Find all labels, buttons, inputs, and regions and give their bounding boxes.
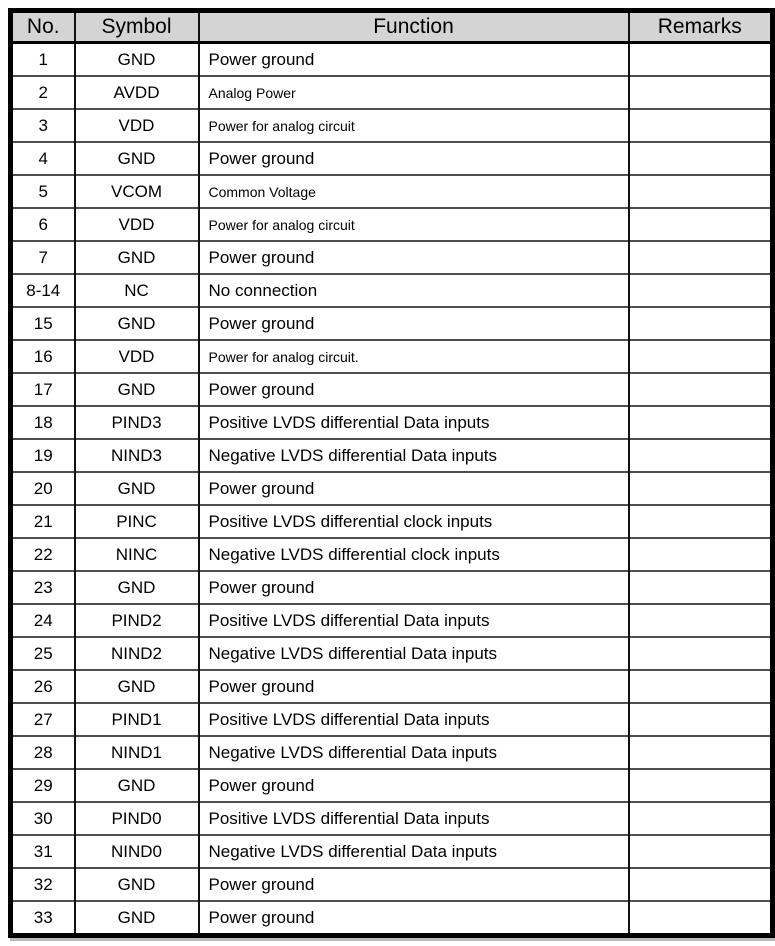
cell-symbol: GND bbox=[75, 868, 199, 901]
cell-remarks bbox=[629, 802, 773, 835]
table-row bbox=[11, 472, 773, 505]
cell-remarks bbox=[629, 406, 773, 439]
cell-symbol: VDD bbox=[75, 208, 199, 241]
table-body bbox=[11, 43, 773, 936]
cell-symbol: GND bbox=[75, 142, 199, 175]
column-header-no: No. bbox=[11, 11, 75, 43]
table-row bbox=[11, 736, 773, 769]
table-row bbox=[11, 505, 773, 538]
cell-symbol: PIND2 bbox=[75, 604, 199, 637]
cell-pin-number: 21 bbox=[11, 505, 75, 538]
cell-symbol: PINC bbox=[75, 505, 199, 538]
column-header-symbol: Symbol bbox=[75, 11, 199, 43]
table-row bbox=[11, 406, 773, 439]
cell-pin-number: 3 bbox=[11, 109, 75, 142]
cell-pin-number: 24 bbox=[11, 604, 75, 637]
cell-remarks bbox=[629, 208, 773, 241]
table-row bbox=[11, 109, 773, 142]
cell-function: Power ground bbox=[199, 43, 629, 77]
cell-function: Analog Power bbox=[199, 76, 629, 109]
cell-function: Positive LVDS differential Data inputs bbox=[199, 406, 629, 439]
table-row bbox=[11, 604, 773, 637]
cell-symbol: GND bbox=[75, 571, 199, 604]
cell-function: Positive LVDS differential Data inputs bbox=[199, 703, 629, 736]
cell-symbol: PIND3 bbox=[75, 406, 199, 439]
cell-function: Power for analog circuit bbox=[199, 208, 629, 241]
pin-function-table bbox=[8, 8, 775, 938]
cell-remarks bbox=[629, 571, 773, 604]
cell-pin-number: 31 bbox=[11, 835, 75, 868]
table-row bbox=[11, 373, 773, 406]
cell-remarks bbox=[629, 142, 773, 175]
cell-symbol: NIND0 bbox=[75, 835, 199, 868]
cell-function: Positive LVDS differential Data inputs bbox=[199, 604, 629, 637]
table-row bbox=[11, 43, 773, 77]
cell-symbol: GND bbox=[75, 43, 199, 77]
cell-pin-number: 2 bbox=[11, 76, 75, 109]
cell-remarks bbox=[629, 439, 773, 472]
cell-pin-number: 25 bbox=[11, 637, 75, 670]
cell-pin-number: 28 bbox=[11, 736, 75, 769]
cell-function: Positive LVDS differential clock inputs bbox=[199, 505, 629, 538]
cell-remarks bbox=[629, 505, 773, 538]
cell-remarks bbox=[629, 670, 773, 703]
table-row bbox=[11, 439, 773, 472]
cell-remarks bbox=[629, 868, 773, 901]
cell-pin-number: 8-14 bbox=[11, 274, 75, 307]
cell-function: Power for analog circuit. bbox=[199, 340, 629, 373]
cell-function: Power ground bbox=[199, 472, 629, 505]
cell-symbol: VDD bbox=[75, 340, 199, 373]
table-row bbox=[11, 307, 773, 340]
cell-pin-number: 5 bbox=[11, 175, 75, 208]
cell-function: No connection bbox=[199, 274, 629, 307]
cell-symbol: PIND1 bbox=[75, 703, 199, 736]
cell-pin-number: 18 bbox=[11, 406, 75, 439]
cell-function: Negative LVDS differential clock inputs bbox=[199, 538, 629, 571]
cell-function: Negative LVDS differential Data inputs bbox=[199, 835, 629, 868]
cell-symbol: GND bbox=[75, 901, 199, 936]
cell-remarks bbox=[629, 241, 773, 274]
cell-symbol: GND bbox=[75, 670, 199, 703]
cell-function: Common Voltage bbox=[199, 175, 629, 208]
cell-remarks bbox=[629, 637, 773, 670]
cell-remarks bbox=[629, 604, 773, 637]
cell-pin-number: 19 bbox=[11, 439, 75, 472]
table-row bbox=[11, 571, 773, 604]
cell-remarks bbox=[629, 76, 773, 109]
cell-remarks bbox=[629, 307, 773, 340]
table-row bbox=[11, 274, 773, 307]
column-header-function: Function bbox=[199, 11, 629, 43]
table-row bbox=[11, 76, 773, 109]
cell-pin-number: 20 bbox=[11, 472, 75, 505]
cell-symbol: GND bbox=[75, 307, 199, 340]
table-row bbox=[11, 769, 773, 802]
cell-remarks bbox=[629, 340, 773, 373]
table-row bbox=[11, 175, 773, 208]
cell-pin-number: 16 bbox=[11, 340, 75, 373]
table-row bbox=[11, 670, 773, 703]
cell-remarks bbox=[629, 769, 773, 802]
cell-function: Power ground bbox=[199, 868, 629, 901]
cell-pin-number: 29 bbox=[11, 769, 75, 802]
cell-pin-number: 32 bbox=[11, 868, 75, 901]
cell-function: Negative LVDS differential Data inputs bbox=[199, 736, 629, 769]
cell-symbol: NC bbox=[75, 274, 199, 307]
cell-pin-number: 15 bbox=[11, 307, 75, 340]
cell-pin-number: 30 bbox=[11, 802, 75, 835]
cell-pin-number: 7 bbox=[11, 241, 75, 274]
cell-function: Power ground bbox=[199, 307, 629, 340]
cell-function: Power for analog circuit bbox=[199, 109, 629, 142]
cell-pin-number: 1 bbox=[11, 43, 75, 77]
cell-function: Negative LVDS differential Data inputs bbox=[199, 439, 629, 472]
cell-remarks bbox=[629, 109, 773, 142]
cell-remarks bbox=[629, 373, 773, 406]
cell-symbol: AVDD bbox=[75, 76, 199, 109]
table-row bbox=[11, 538, 773, 571]
cell-pin-number: 33 bbox=[11, 901, 75, 936]
cell-function: Power ground bbox=[199, 670, 629, 703]
cell-pin-number: 23 bbox=[11, 571, 75, 604]
cell-remarks bbox=[629, 538, 773, 571]
cell-pin-number: 6 bbox=[11, 208, 75, 241]
cell-symbol: NIND1 bbox=[75, 736, 199, 769]
cell-pin-number: 22 bbox=[11, 538, 75, 571]
table-row bbox=[11, 802, 773, 835]
cell-remarks bbox=[629, 175, 773, 208]
cell-function: Power ground bbox=[199, 769, 629, 802]
cell-remarks bbox=[629, 901, 773, 936]
cell-pin-number: 26 bbox=[11, 670, 75, 703]
cell-function: Power ground bbox=[199, 241, 629, 274]
cell-function: Negative LVDS differential Data inputs bbox=[199, 637, 629, 670]
cell-symbol: GND bbox=[75, 241, 199, 274]
cell-symbol: VCOM bbox=[75, 175, 199, 208]
cell-remarks bbox=[629, 703, 773, 736]
cell-function: Power ground bbox=[199, 142, 629, 175]
table-row bbox=[11, 208, 773, 241]
column-header-remarks: Remarks bbox=[629, 11, 773, 43]
cell-remarks bbox=[629, 274, 773, 307]
cell-symbol: VDD bbox=[75, 109, 199, 142]
cell-remarks bbox=[629, 472, 773, 505]
cell-symbol: NIND3 bbox=[75, 439, 199, 472]
cell-remarks bbox=[629, 736, 773, 769]
table-row bbox=[11, 901, 773, 936]
cell-symbol: GND bbox=[75, 472, 199, 505]
cell-symbol: NIND2 bbox=[75, 637, 199, 670]
table-row bbox=[11, 637, 773, 670]
cell-pin-number: 4 bbox=[11, 142, 75, 175]
table-row bbox=[11, 340, 773, 373]
cell-remarks bbox=[629, 43, 773, 77]
cell-function: Power ground bbox=[199, 901, 629, 936]
cell-symbol: GND bbox=[75, 373, 199, 406]
cell-symbol: PIND0 bbox=[75, 802, 199, 835]
table-row bbox=[11, 835, 773, 868]
cell-remarks bbox=[629, 835, 773, 868]
cell-symbol: NINC bbox=[75, 538, 199, 571]
table-row bbox=[11, 703, 773, 736]
cell-symbol: GND bbox=[75, 769, 199, 802]
cell-function: Positive LVDS differential Data inputs bbox=[199, 802, 629, 835]
cell-pin-number: 17 bbox=[11, 373, 75, 406]
cell-function: Power ground bbox=[199, 373, 629, 406]
cell-function: Power ground bbox=[199, 571, 629, 604]
table-row bbox=[11, 142, 773, 175]
table-row bbox=[11, 241, 773, 274]
table-row bbox=[11, 868, 773, 901]
header-row bbox=[11, 11, 773, 43]
cell-pin-number: 27 bbox=[11, 703, 75, 736]
